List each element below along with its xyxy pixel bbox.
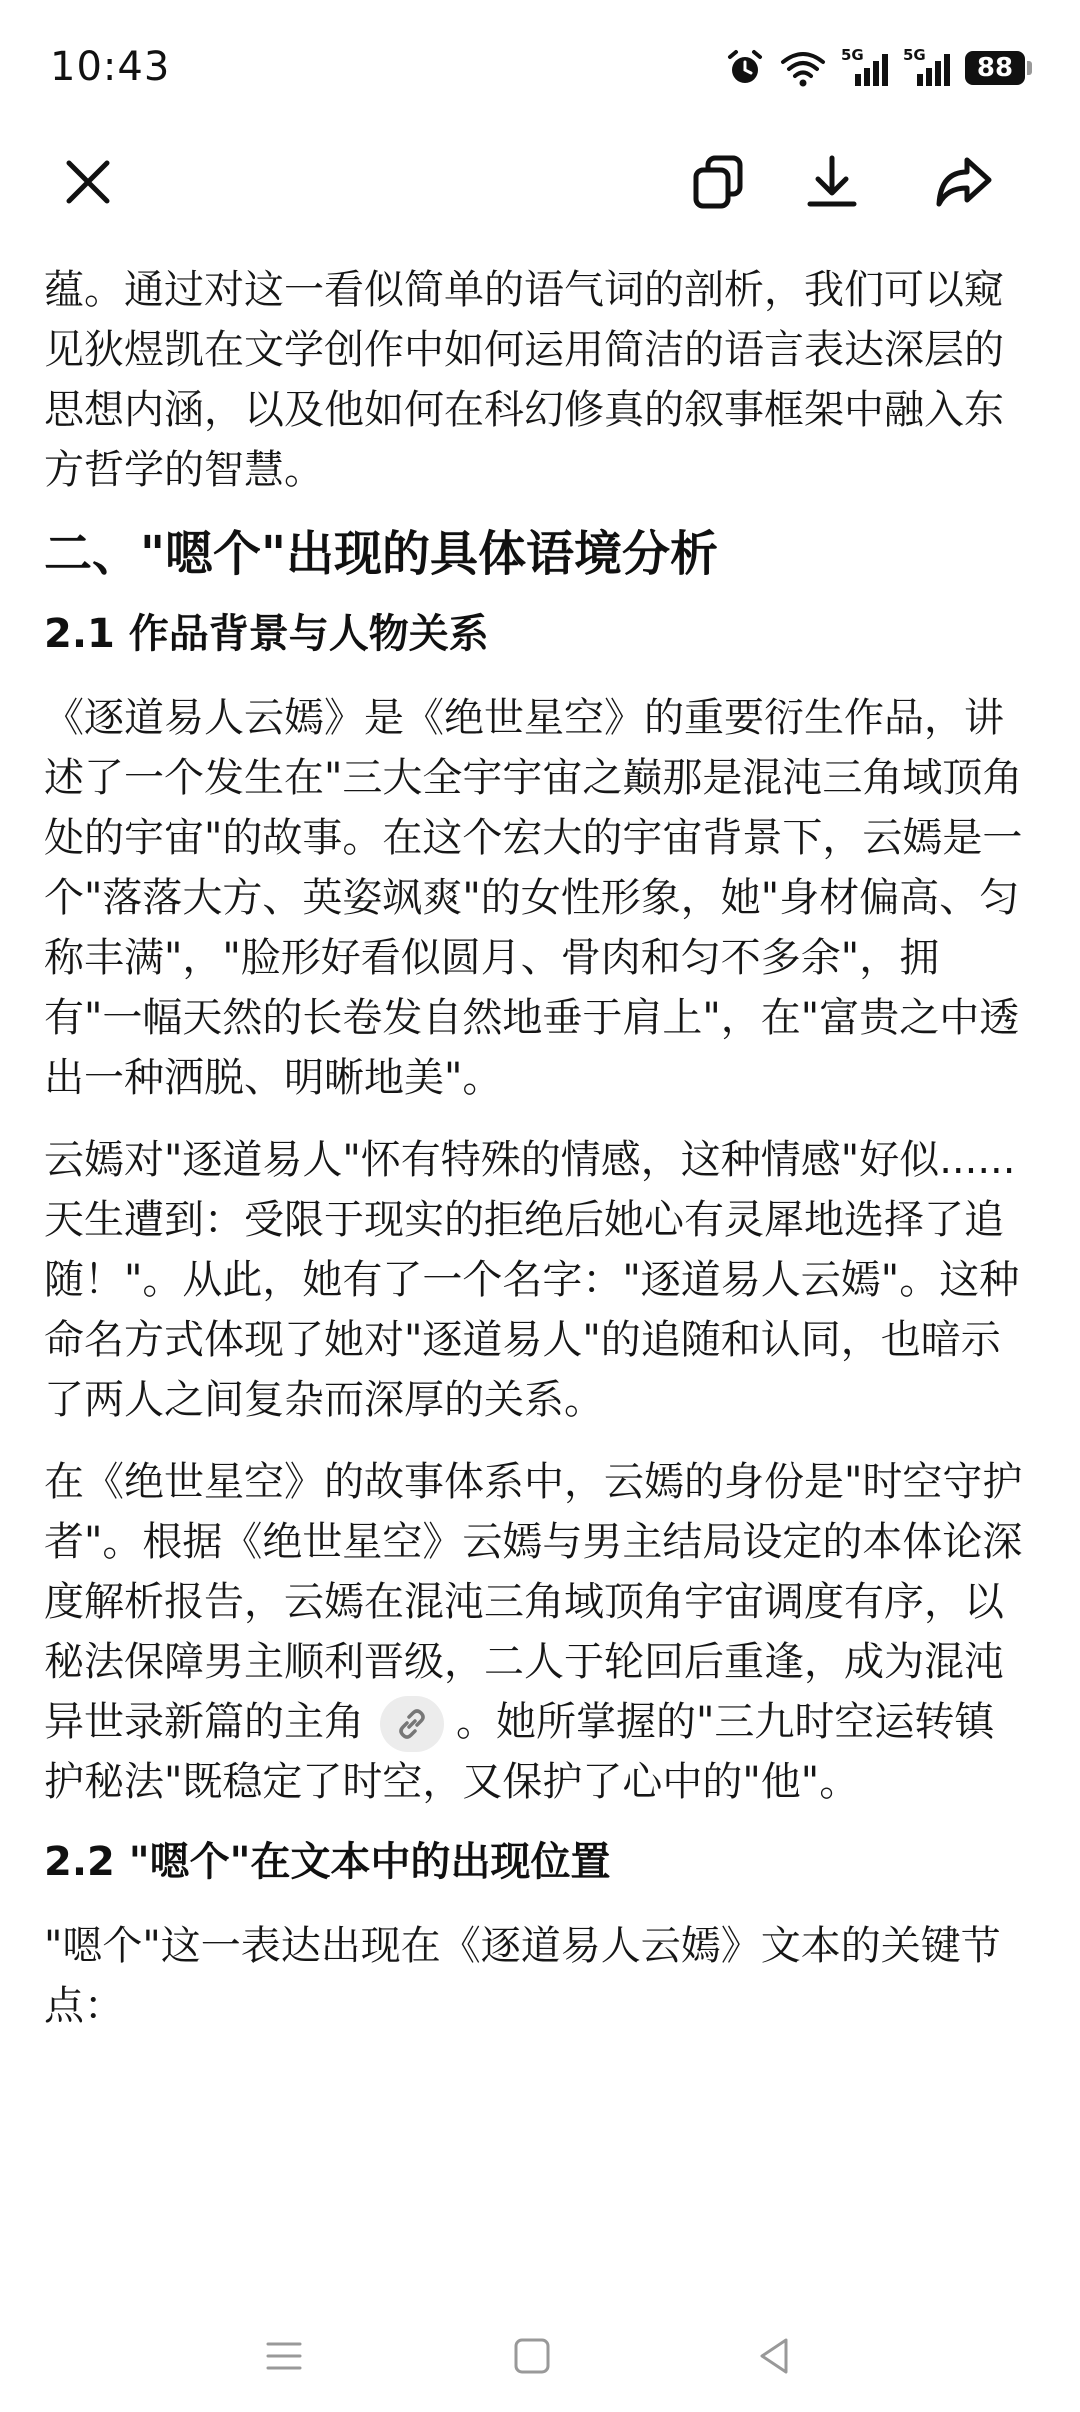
top-toolbar [0,130,1080,230]
home-square-icon [510,2334,554,2378]
close-button[interactable] [52,146,124,218]
download-icon [802,152,862,212]
subsection-2-1-heading: 2.1 作品背景与人物关系 [44,611,489,657]
paragraph-2-1-c-text: 在《绝世星空》的故事体系中，云嫣的身份是"时空守护者"。根据《绝世星空》云嫣与男主结局设定的本体论深度解析报告，云嫣在混沌三角域顶角宇宙调度有序，以秘法保障男主顺利晋级，二人于轮回后重逢，成为混沌异世录新篇的主角 [44,1459,1023,1745]
back-triangle-icon [752,2334,796,2378]
battery-tip [1027,61,1032,75]
system-nav-bar [0,2300,1080,2412]
signal-5g-icon-1 [841,48,889,88]
network-type-label: 5G [903,46,926,64]
reference-link-button[interactable] [380,1696,444,1752]
subsection-2-2-heading: 2.2 "嗯个"在文本中的出现位置 [44,1839,611,1885]
recent-apps-button[interactable] [252,2324,316,2388]
menu-lines-icon [262,2334,306,2378]
battery-level: 88 [965,51,1025,85]
paragraph-2-1-c-text-after: 。她所掌握的"三九时空运转镇护秘法"既稳定了时空，又保护了心中的"他"。 [44,1699,995,1805]
close-icon [61,155,115,209]
link-icon [395,1707,429,1741]
wifi-icon [779,48,827,88]
battery-icon [965,51,1032,85]
article-content [44,170,1034,2280]
back-button[interactable] [742,2324,806,2388]
share-icon [933,152,995,212]
copy-button[interactable] [682,146,754,218]
section-2-heading: 二、"嗯个"出现的具体语境分析 [44,526,719,582]
paragraph-2-1-b: 云嫣对"逐道易人"怀有特殊的情感，这种情感"好似......天生遭到：受限于现实的拒绝后她心有灵犀地选择了追随！"。从此，她有了一个名字："逐道易人云嫣"。这种命名方式体现了她对"逐道易人"的追随和认同，也暗示了两人之间复杂而深厚的关系。 [44,1137,1020,1423]
intro-paragraph: 蕴。通过对这一看似简单的语气词的剖析，我们可以窥见狄煜凯在文学创作中如何运用简洁的语言表达深层的思想内涵，以及他如何在科幻修真的叙事框架中融入东方哲学的智慧。 [44,267,1004,493]
alarm-icon [725,48,765,88]
home-button[interactable] [500,2324,564,2388]
paragraph-2-2-a: "嗯个"这一表达出现在《逐道易人云嫣》文本的关键节点： [44,1923,1001,2029]
status-bar [0,0,1080,130]
status-time: 10:43 [50,44,171,90]
paragraph-2-1-c [44,1452,1034,1812]
paragraph-2-1-a: 《逐道易人云嫣》是《绝世星空》的重要衍生作品，讲述了一个发生在"三大全宇宇宙之巅那是混沌三角域顶角处的宇宙"的故事。在这个宏大的宇宙背景下，云嫣是一个"落落大方、英姿飒爽"的女性形象，她"身材偏高、匀称丰满"，"脸形好看似圆月、骨肉和匀不多余"，拥有"一幅天然的长卷发自然地垂于肩上"，在"富贵之中透出一种洒脱、明晰地美"。 [44,695,1023,1101]
signal-5g-icon-2 [903,48,951,88]
copy-icon [688,152,748,212]
download-button[interactable] [796,146,868,218]
network-type-label: 5G [841,46,864,64]
share-button[interactable] [928,146,1000,218]
status-icons [725,46,1032,90]
